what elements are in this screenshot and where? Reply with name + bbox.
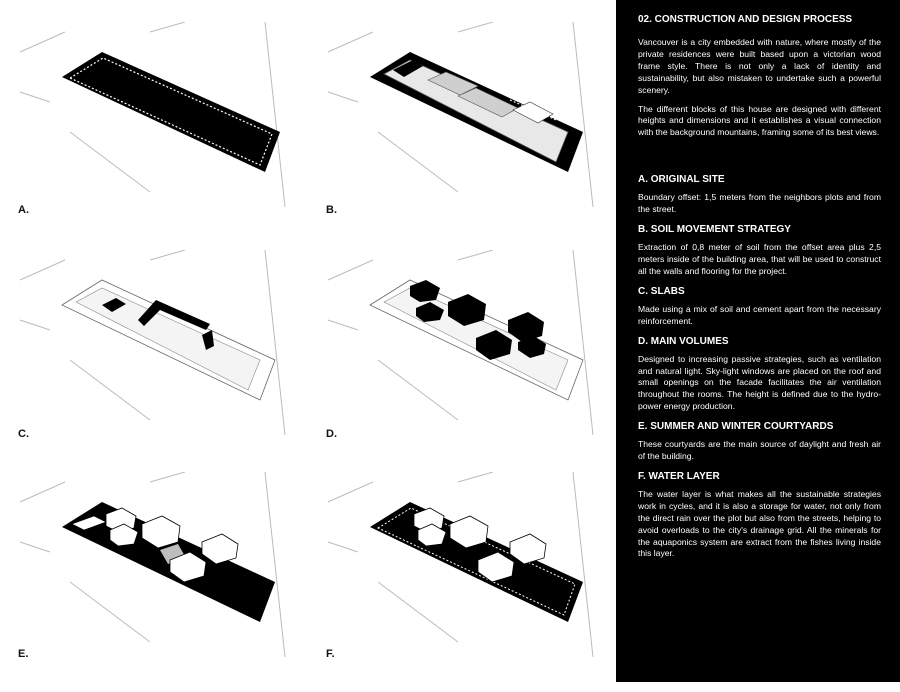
diagram-f — [318, 472, 608, 692]
diagram-label: E. — [18, 648, 29, 660]
section-text: These courtyards are the main source of daylight and fresh air of the building. — [638, 439, 881, 462]
water-layer-drawing — [318, 472, 608, 672]
site-plan-drawing — [10, 22, 300, 222]
section-title: D. MAIN VOLUMES — [638, 335, 729, 347]
diagram-label: F. — [326, 648, 335, 660]
diagram-label: C. — [18, 428, 29, 440]
slabs-drawing — [10, 250, 300, 450]
soil-movement-drawing — [318, 22, 608, 222]
section-title: A. ORIGINAL SITE — [638, 174, 725, 186]
section-text: Extraction of 0,8 meter of soil from the offset area plus 2,5 meters inside of the building area, that will be used to construct all the walls and flooring for the project. — [638, 242, 881, 276]
section-title: B. SOIL MOVEMENT STRATEGY — [638, 224, 791, 236]
text-panel — [616, 0, 900, 682]
diagram-label: B. — [326, 204, 337, 216]
section-text: The water layer is what makes all the sustainable strategies work in cycles, and it is also a storage for water, not only from the direct rain over the plot but also from the streets, helping to avoid overloads to the city's drainage grid. All the minerals for the aquaponics system are extract from the fishes living inside this layer. — [638, 488, 881, 559]
diagram-d — [318, 250, 608, 470]
diagram-label: A. — [18, 204, 29, 216]
courtyards-drawing — [10, 472, 300, 672]
section-title: E. SUMMER AND WINTER COURTYARDS — [638, 421, 834, 433]
panel-title: 02. CONSTRUCTION AND DESIGN PROCESS — [638, 14, 853, 25]
intro-paragraph: The different blocks of this house are designed with different heights and dimensions and it establishes a visual connection with the background mountains, framing some of its best views. — [638, 103, 881, 138]
section-title: F. WATER LAYER — [638, 470, 720, 482]
diagram-b — [318, 22, 608, 242]
plot-shape — [62, 52, 280, 172]
diagram-e — [10, 472, 300, 692]
diagram-c — [10, 250, 300, 470]
main-volumes-drawing — [318, 250, 608, 450]
intro-paragraph: Vancouver is a city embedded with nature, where mostly of the private residences were built based upon a victorian wood frame style. There is not only a lack of identity and sustainability, but also mistaken to undertake such a powerful scenery. — [638, 37, 881, 95]
section-text: Boundary offset: 1,5 meters from the neighbors plots and from the street. — [638, 192, 881, 215]
diagram-label: D. — [326, 428, 337, 440]
diagram-a — [10, 22, 300, 242]
section-text: Designed to increasing passive strategies, such as ventilation and natural light. Sky-light windows are placed on the roof and small openings on the facade facilitates the air ventilation throughout the rooms. The height is defined due to the hydro-power energy production. — [638, 353, 881, 412]
section-text: Made using a mix of soil and cement apart from the necessary reinforcement. — [638, 303, 881, 326]
section-title: C. SLABS — [638, 285, 685, 297]
